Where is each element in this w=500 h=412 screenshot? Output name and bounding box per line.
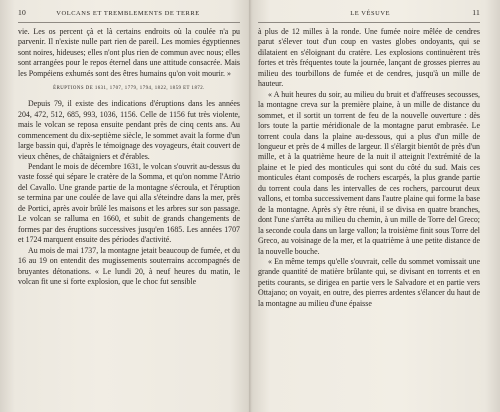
- right-page: [258, 6, 480, 404]
- paragraph: « En même temps qu'elle s'ouvrait, celle du sommet vomissait une grande quantité de matière brûlante qui, se divisant en torrents et en petits courants, se dirigea en partie vers le Salvadore et en partie vers Ottajano; on voyait, en outre, des pierres ardentes s'élancer du haut de la montagne au milieu d'une épaisse: [258, 256, 480, 308]
- running-title-left: VOLCANS ET TREMBLEMENTS DE TERRE: [56, 10, 200, 17]
- left-page-header: [18, 8, 240, 20]
- header-rule-right: [258, 22, 480, 23]
- header-rule-left: [18, 22, 240, 23]
- paragraph: Pendant le mois de décembre 1631, le volcan s'ouvrit au-dessus du vaste fossé qui sépare le cratère de la Somma, et qu'on nomme l'Atrio del Cavallo. Une grande partie de la montagne s'écroula, et l'éruption se termina par une coulée de lave qui alla s'éteindre dans la mer, près de Portici, après avoir brûlé les maisons et les arbres sur son passage. Le volcan se ralluma en 1660, et subit de grands changements de formes par des éruptions successives jusqu'en 1685. Les années 1707 et 1724 marquent ensuite des périodes d'activité.: [18, 161, 240, 245]
- book-gutter: [249, 0, 251, 412]
- left-page: [18, 6, 240, 404]
- paragraph: vie. Les os percent çà et là certains endroits où la coulée n'a pu parvenir. Il n'existe nulle part rien de pareil. Les momies égyptiennes sont noires, hideuses; elles n'ont plus rien de commun avec nous; elles sont arrangées pour le repos éternel dans une attitude consacrée. Mais les Pompéiens exhumés sont des êtres humains qu'on voit mourir. »: [18, 27, 240, 78]
- paragraph: « A huit heures du soir, au milieu du bruit et d'affreuses secousses, la montagne creva sur la première plaine, à un mille de distance du sommet, et il sortit un torrent de feu de la nouvelle ouverture : dès lors toute la partie méridionale de la montagne parut embrasée. Le torrent coula dans la plaine au-dessous, qui a plus d'un mille de longueur et près de 4 milles de largeur. Il s'élargit bientôt de près d'un mille, et à la quatrième heure de la nuit il atteignit l'extrémité de la plaine et le pied des monticules qui sont du côté du sud. Mais ces monticules étant composés de rochers escarpés, la plus grande partie du torrent coula dans les intervalles de ces rochers, parcourut deux vallons, et tomba successivement dans l'autre plaine qui forme la base de la montagne. Après s'y être réuni, il se divisa en quatre branches, dont l'une s'arrêta au milieu du chemin, à un mille de Torre del Greco; la seconde coula dans un large vallon; la troisième finit sous Torre del Greco, au voisinage de la mer, et la quatrième à une petite distance de la nouvelle bouche.: [258, 89, 480, 256]
- paragraph: à plus de 12 milles à la ronde. Une fumée noire mêlée de cendres parut s'élever tout d'un coup en vastes globes ondoyants, qui se dilataient en s'éloignant du cratère. Les explosions continuèrent très fortes et très fréquentes toute la journée, lançant de grosses pierres au milieu des tourbillons de fumée et de cendres, jusqu'à un mille de hauteur.: [258, 27, 480, 89]
- page-number-left: 10: [18, 8, 26, 17]
- right-page-header: [258, 8, 480, 20]
- page-number-right: 11: [472, 8, 480, 17]
- paragraph: Au mois de mai 1737, la montagne jetait beaucoup de fumée, et du 16 au 19 on entendit des mugissements souterrains accompagnés de bruyantes détonations. « Le lundi 20, à neuf heures du matin, le volcan fit une si forte explosion, que le choc fut sensible: [18, 245, 240, 286]
- left-page-body: [18, 27, 240, 287]
- paragraph: Depuis 79, il existe des indications d'éruptions dans les années 204, 472, 512, 685, 993, 1036, 1156. Celle de 1156 fut très violente, mais le volcan se reposa ensuite pendant près de cinq cents ans. Au commencement du dix-septième siècle, le sommet avait la forme d'un large bassin qui, d'après le témoignage des voyageurs, était couvert de vieux chênes, de châtaigniers et d'érables.: [18, 99, 240, 161]
- right-page-body: [258, 27, 480, 309]
- section-heading: ÉRUPTIONS DE 1631, 1707, 1779, 1794, 1822, 1859 ET 1872.: [53, 86, 205, 92]
- running-title-right: LE VÉSUVE: [350, 10, 391, 17]
